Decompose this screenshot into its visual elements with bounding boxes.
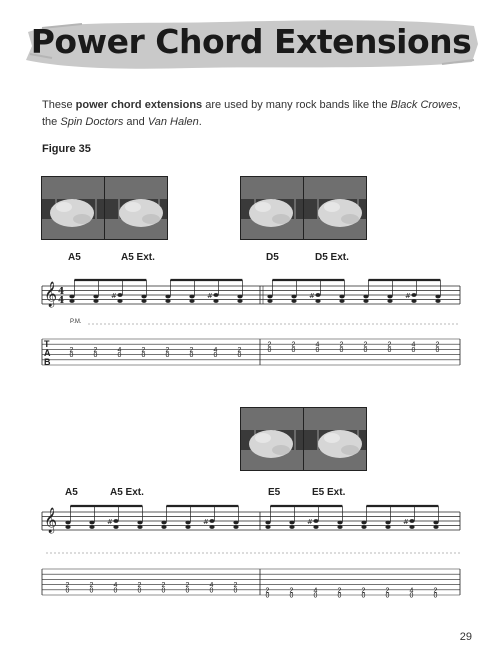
- chord-photo-d5: [241, 177, 304, 239]
- notehead: [189, 299, 194, 303]
- notehead: [189, 295, 194, 299]
- tab-fret-number: 0: [93, 352, 98, 360]
- notehead: [315, 299, 320, 303]
- notehead: [185, 525, 190, 529]
- photo-group-a5: [41, 176, 168, 240]
- notehead: [313, 519, 318, 523]
- tab-fret-number: 2: [189, 346, 194, 354]
- music-system-2: [0, 500, 500, 630]
- tab-fret-number: 0: [339, 346, 344, 354]
- treble-clef-icon: 𝄞: [44, 282, 58, 307]
- notehead: [233, 525, 238, 529]
- tab-fret-number: 2: [233, 582, 238, 590]
- tab-fret-number: 2: [65, 582, 70, 590]
- tab-clef-letter: A: [44, 348, 51, 358]
- chord-label-e5-ext: E5 Ext.: [312, 487, 346, 498]
- tab-fret-number: 2: [363, 341, 368, 349]
- tab-fret-number: 2: [433, 587, 438, 595]
- tab-fret-number: 0: [435, 346, 440, 354]
- tab-fret-number: 2: [165, 346, 170, 354]
- tab-fret-number: 0: [411, 346, 416, 354]
- page-title: Power Chord Extensions: [30, 22, 472, 61]
- intro-bold-term: power chord extensions: [75, 99, 203, 111]
- tab-fret-number: 2: [337, 587, 342, 595]
- notehead: [65, 521, 70, 525]
- tab-fret-number: 0: [233, 587, 238, 595]
- band-name: Black Crowes: [390, 99, 458, 111]
- notehead: [385, 525, 390, 529]
- sharp-accidental-icon: #: [207, 292, 213, 300]
- tab-fret-number: 0: [361, 592, 366, 600]
- notehead: [433, 525, 438, 529]
- sharp-accidental-icon: #: [107, 518, 113, 526]
- intro-text: ,: [457, 99, 461, 111]
- notehead: [165, 295, 170, 299]
- notehead: [113, 519, 118, 523]
- tab-fret-number: 2: [89, 582, 94, 590]
- chord-photo-e5: [241, 408, 304, 470]
- notehead: [93, 299, 98, 303]
- intro-text: are used by many rock bands like the: [202, 99, 391, 111]
- tab-fret-number: 2: [267, 341, 272, 349]
- chord-label-a5-ext: A5 Ext.: [110, 487, 144, 498]
- tab-fret-number: 0: [265, 592, 270, 600]
- chord-label-d5-ext: D5 Ext.: [315, 252, 349, 263]
- tab-fret-number: 0: [189, 352, 194, 360]
- notehead: [141, 299, 146, 303]
- tab-fret-number: 0: [89, 587, 94, 595]
- notehead: [89, 521, 94, 525]
- notehead: [363, 299, 368, 303]
- tab-fret-number: 4: [113, 582, 118, 590]
- sharp-accidental-icon: #: [405, 292, 411, 300]
- tab-fret-number: 0: [313, 592, 318, 600]
- tab-fret-number: 0: [117, 352, 122, 360]
- sharp-accidental-icon: #: [203, 518, 209, 526]
- notehead: [291, 295, 296, 299]
- intro-paragraph: [42, 97, 462, 131]
- tab-fret-number: 0: [161, 587, 166, 595]
- notehead: [409, 519, 414, 523]
- photo-group-e5: [240, 407, 367, 471]
- time-signature-top: 4: [58, 287, 65, 297]
- photo-image: [42, 177, 104, 239]
- notehead: [237, 295, 242, 299]
- tab-fret-number: 2: [237, 346, 242, 354]
- tab-fret-number: 0: [315, 346, 320, 354]
- notehead: [141, 295, 146, 299]
- chord-label-d5: D5: [266, 252, 279, 263]
- page-number: 29: [459, 631, 472, 643]
- tab-fret-number: 2: [385, 587, 390, 595]
- notehead: [137, 525, 142, 529]
- tab-fret-number: 4: [117, 346, 122, 354]
- tab-fret-number: 2: [161, 582, 166, 590]
- photo-image: [241, 177, 303, 239]
- tab-fret-number: 2: [141, 346, 146, 354]
- notehead: [387, 295, 392, 299]
- notehead: [339, 299, 344, 303]
- tab-fret-number: 0: [185, 587, 190, 595]
- notehead: [289, 521, 294, 525]
- notehead: [93, 295, 98, 299]
- tab-fret-number: 4: [213, 346, 218, 354]
- tab-fret-number: 0: [289, 592, 294, 600]
- notehead: [165, 299, 170, 303]
- notehead: [409, 525, 414, 529]
- sharp-accidental-icon: #: [111, 292, 117, 300]
- notehead: [363, 295, 368, 299]
- sharp-accidental-icon: #: [307, 518, 313, 526]
- tab-fret-number: 2: [69, 346, 74, 354]
- notehead: [411, 299, 416, 303]
- intro-text: and: [123, 116, 148, 128]
- notehead: [65, 525, 70, 529]
- tab-fret-number: 2: [185, 582, 190, 590]
- notehead: [69, 295, 74, 299]
- tab-fret-number: 2: [291, 341, 296, 349]
- notehead: [213, 293, 218, 297]
- notehead: [315, 293, 320, 297]
- palm-mute-label: P.M.: [70, 319, 82, 325]
- tab-fret-number: 0: [385, 592, 390, 600]
- notehead: [265, 525, 270, 529]
- tab-fret-number: 4: [411, 341, 416, 349]
- notehead: [89, 525, 94, 529]
- tab-fret-number: 2: [137, 582, 142, 590]
- notehead: [117, 293, 122, 297]
- notehead: [433, 521, 438, 525]
- tab-fret-number: 0: [363, 346, 368, 354]
- time-signature-bottom: 4: [58, 296, 65, 306]
- notehead: [411, 293, 416, 297]
- notehead: [267, 295, 272, 299]
- notehead: [435, 295, 440, 299]
- notehead: [339, 295, 344, 299]
- photo-image: [304, 408, 366, 470]
- notehead: [435, 299, 440, 303]
- tab-fret-number: 0: [69, 352, 74, 360]
- tab-fret-number: 0: [209, 587, 214, 595]
- tab-fret-number: 0: [387, 346, 392, 354]
- tab-fret-number: 4: [313, 587, 318, 595]
- photo-image: [304, 177, 366, 239]
- chord-photo-a5: [42, 177, 105, 239]
- tab-fret-number: 0: [113, 587, 118, 595]
- tab-fret-number: 0: [337, 592, 342, 600]
- notehead: [113, 525, 118, 529]
- notehead: [117, 299, 122, 303]
- band-name: Van Halen: [147, 116, 199, 128]
- tab-fret-number: 4: [209, 582, 214, 590]
- notehead: [161, 525, 166, 529]
- tab-fret-number: 0: [213, 352, 218, 360]
- tab-fret-number: 2: [361, 587, 366, 595]
- tab-fret-number: 4: [409, 587, 414, 595]
- photo-group-d5: [240, 176, 367, 240]
- intro-text: the: [42, 116, 61, 128]
- tab-fret-number: 0: [165, 352, 170, 360]
- notehead: [213, 299, 218, 303]
- tab-fret-number: 0: [291, 346, 296, 354]
- chord-label-a5-ext: A5 Ext.: [121, 252, 155, 263]
- title-banner: [22, 14, 480, 74]
- notehead: [161, 521, 166, 525]
- band-name: Spin Doctors: [60, 116, 124, 128]
- chord-label-a5: A5: [65, 487, 78, 498]
- notehead: [387, 299, 392, 303]
- chord-label-e5: E5: [268, 487, 281, 498]
- chord-photo-e5-ext: [304, 408, 366, 470]
- tab-fret-number: 0: [65, 587, 70, 595]
- tab-fret-number: 0: [141, 352, 146, 360]
- sharp-accidental-icon: #: [309, 292, 315, 300]
- notehead: [361, 521, 366, 525]
- notehead: [137, 521, 142, 525]
- notehead: [313, 525, 318, 529]
- notehead: [69, 299, 74, 303]
- notehead: [209, 525, 214, 529]
- treble-clef-icon: 𝄞: [44, 508, 58, 533]
- figure-label: Figure 35: [42, 143, 91, 155]
- intro-text: These: [42, 99, 76, 111]
- notehead: [337, 521, 342, 525]
- tab-clef-letter: B: [44, 357, 51, 367]
- notehead: [265, 521, 270, 525]
- notehead: [361, 525, 366, 529]
- intro-text: .: [198, 116, 202, 128]
- notehead: [237, 299, 242, 303]
- tab-fret-number: 0: [433, 592, 438, 600]
- tab-fret-number: 4: [315, 341, 320, 349]
- tab-fret-number: 2: [387, 341, 392, 349]
- notehead: [291, 299, 296, 303]
- notehead: [209, 519, 214, 523]
- tab-clef-letter: T: [44, 339, 50, 349]
- tab-fret-number: 2: [435, 341, 440, 349]
- tab-fret-number: 2: [93, 346, 98, 354]
- tab-fret-number: 0: [267, 346, 272, 354]
- notehead: [185, 521, 190, 525]
- notehead: [385, 521, 390, 525]
- photo-image: [105, 177, 167, 239]
- tab-fret-number: 2: [289, 587, 294, 595]
- photo-image: [241, 408, 303, 470]
- notehead: [289, 525, 294, 529]
- notehead: [233, 521, 238, 525]
- chord-photo-a5-ext: [105, 177, 167, 239]
- chord-photo-d5-ext: [304, 177, 366, 239]
- tab-fret-number: 0: [137, 587, 142, 595]
- notehead: [337, 525, 342, 529]
- tab-fret-number: 0: [409, 592, 414, 600]
- chord-label-a5: A5: [68, 252, 81, 263]
- notehead: [267, 299, 272, 303]
- tab-fret-number: 2: [265, 587, 270, 595]
- music-system-1: [0, 265, 500, 385]
- tab-fret-number: 2: [339, 341, 344, 349]
- tab-fret-number: 0: [237, 352, 242, 360]
- sharp-accidental-icon: #: [403, 518, 409, 526]
